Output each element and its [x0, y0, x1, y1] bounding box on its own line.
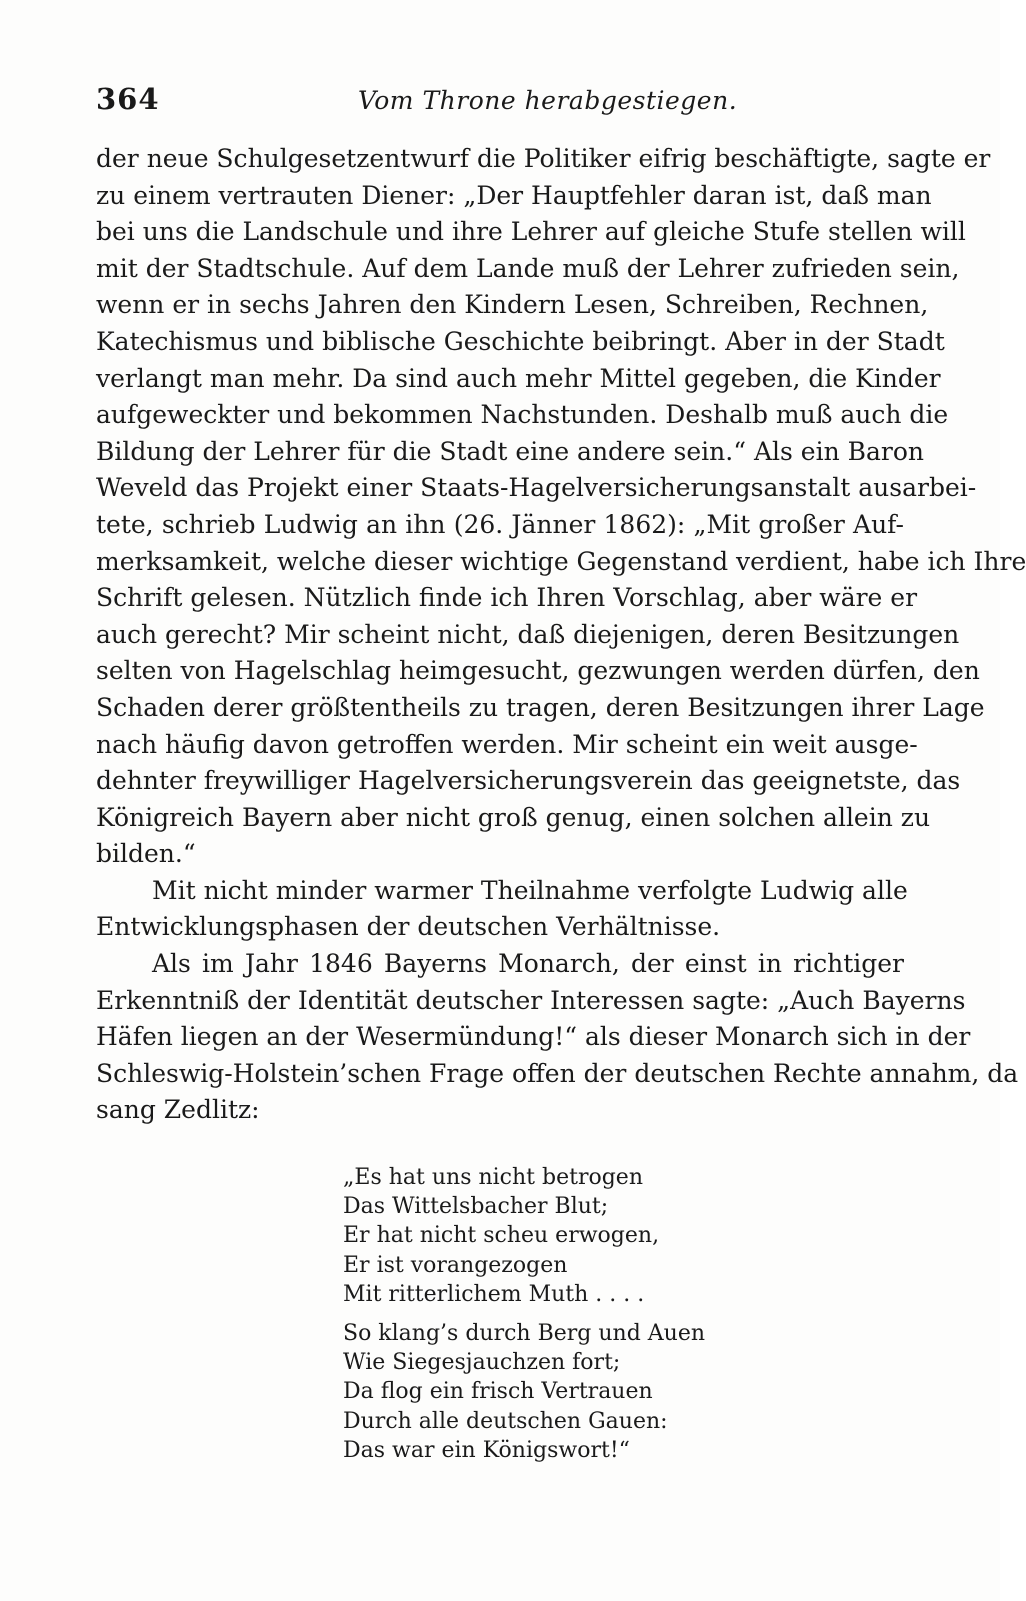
running-head: Vom Throne herabgestiegen. — [358, 86, 738, 115]
text-line: Bildung der Lehrer für die Stadt eine andere sein.“ Als ein Baron — [96, 436, 924, 466]
page-header — [96, 82, 904, 122]
verse-line: Das Wittelsbacher Blut; — [343, 1194, 609, 1220]
paragraph-3 — [96, 946, 1019, 1129]
text-line: merksamkeit, welche dieser wichtige Gegenstand verdient, habe ich Ihre — [96, 546, 1026, 576]
text-line: Königreich Bayern aber nicht groß genug, einen solchen allein zu — [96, 802, 931, 832]
verse-line: Durch alle deutschen Gauen: — [343, 1408, 668, 1434]
verse-stanza-1 — [343, 1163, 863, 1309]
verse-line: Wie Siegesjauchzen fort; — [343, 1350, 621, 1376]
text-line: sang Zedlitz: — [96, 1095, 260, 1125]
body-text — [96, 141, 1026, 1129]
text-line: aufgeweckter und bekommen Nachstunden. Deshalb muß auch die — [96, 400, 949, 430]
text-line: mit der Stadtschule. Auf dem Lande muß der Lehrer zufrieden sein, — [96, 253, 960, 283]
text-line: tete, schrieb Ludwig an ihn (26. Jänner 1862): „Mit großer Auf- — [96, 509, 904, 539]
page-number: 364 — [96, 82, 160, 116]
text-line: Schaden derer größtentheils zu tragen, deren Besitzungen ihrer Lage — [96, 692, 985, 722]
text-line: selten von Hagelschlag heimgesucht, gezwungen werden dürfen, den — [96, 656, 980, 686]
text-line: Als im Jahr 1846 Bayerns Monarch, der einst in richtiger — [152, 949, 904, 979]
text-line: bilden.“ — [96, 839, 196, 869]
text-line: Schleswig-Holstein’schen Frage offen der deutschen Rechte annahm, da — [96, 1058, 1019, 1088]
text-line: der neue Schulgesetzentwurf die Politiker eifrig beschäftigte, sagte er — [96, 144, 991, 173]
text-line: Katechismus und biblische Geschichte beibringt. Aber in der Stadt — [96, 326, 945, 356]
verse-line: Er hat nicht scheu erwogen, — [343, 1223, 660, 1249]
text-line: zu einem vertrauten Diener: „Der Hauptfehler daran ist, daß man — [96, 180, 932, 210]
verse-line: Mit ritterlichem Muth . . . . — [343, 1281, 645, 1307]
paragraph-1 — [96, 141, 1026, 873]
text-line: dehnter freywilliger Hagelversicherungsverein das geeignetste, das — [96, 766, 961, 796]
text-line: Häfen liegen an der Wesermündung!“ als dieser Monarch sich in der — [96, 1022, 971, 1052]
text-line: wenn er in sechs Jahren den Kindern Lesen, Schreiben, Rechnen, — [96, 290, 929, 320]
text-line: bei uns die Landschule und ihre Lehrer auf gleiche Stufe stellen will — [96, 217, 966, 247]
text-line: verlangt man mehr. Da sind auch mehr Mittel gegeben, die Kinder — [96, 363, 941, 393]
verse-line: So klang’s durch Berg und Auen — [343, 1321, 706, 1346]
verse-line: „Es hat uns nicht betrogen — [343, 1165, 643, 1190]
text-line: Erkenntniß der Identität deutscher Interessen sagte: „Auch Bayerns — [96, 985, 966, 1015]
text-line: Weveld das Projekt einer Staats-Hagelversicherungsanstalt ausarbei- — [96, 473, 977, 503]
text-line: Entwicklungsphasen der deutschen Verhältnisse. — [96, 912, 721, 942]
verse-line: Das war ein Königswort!“ — [343, 1437, 630, 1463]
text-line: nach häufig davon getroffen werden. Mir scheint ein weit ausge- — [96, 729, 918, 759]
verse-line: Da flog ein frisch Vertrauen — [343, 1379, 653, 1405]
text-line: auch gerecht? Mir scheint nicht, daß diejenigen, deren Besitzungen — [96, 619, 960, 649]
text-line: Schrift gelesen. Nützlich finde ich Ihren Vorschlag, aber wäre er — [96, 583, 918, 613]
paragraph-2 — [96, 873, 908, 946]
verse-line: Er ist vorangezogen — [343, 1252, 568, 1278]
verse-stanza-2 — [343, 1319, 863, 1465]
text-line: Mit nicht minder warmer Theilnahme verfolgte Ludwig alle — [152, 875, 908, 905]
